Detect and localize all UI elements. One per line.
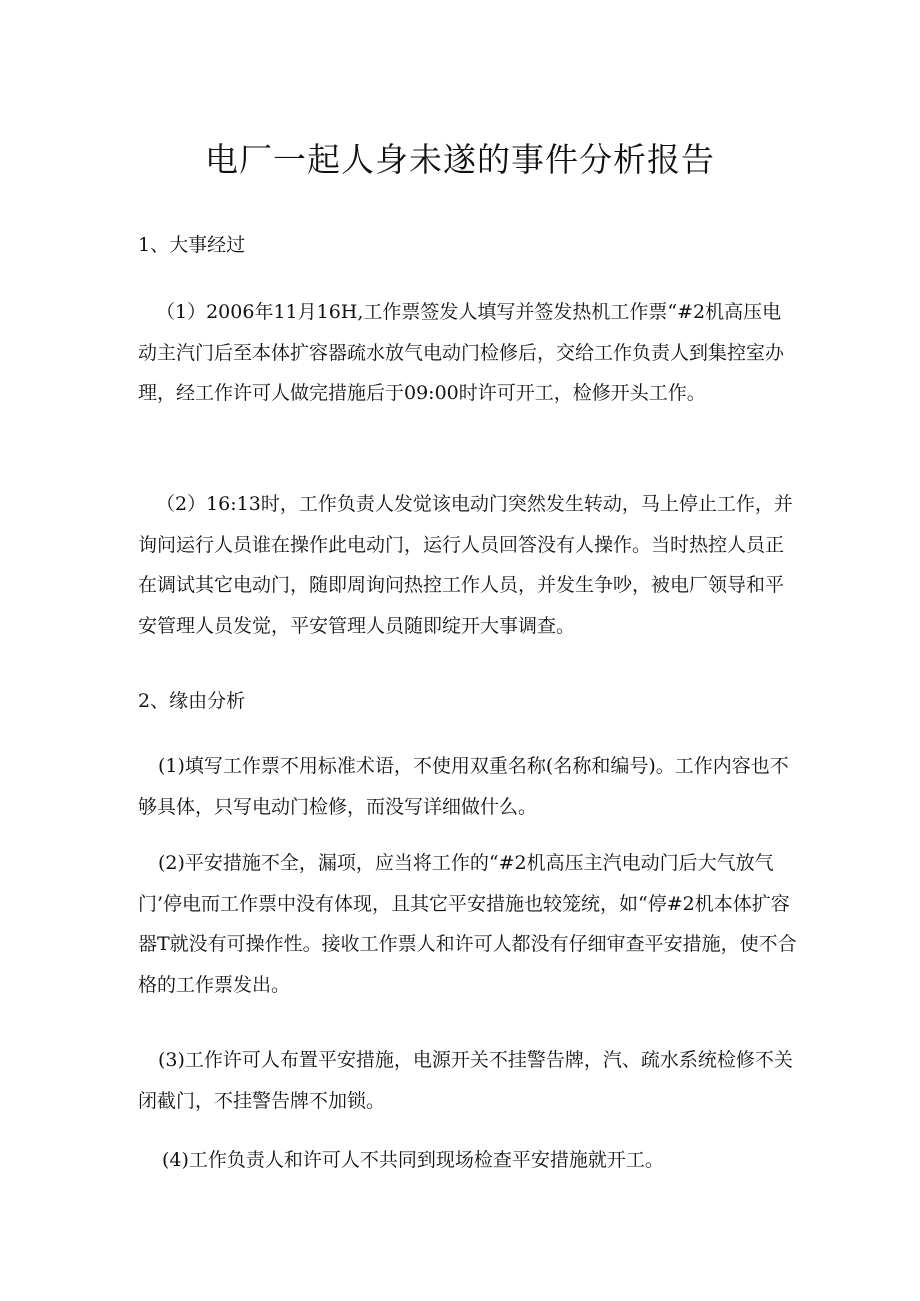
paragraph-cause-2: (2)平安措施不全，漏项，应当将工作的“#2机高压主汽电动门后大气放气门’停电而工作票中没有体现，且其它平安措施也较笼统，如“停#2机本体扩容器T就没有可操作性。接收工作票人和许可人都没有仔细审查平安措施，使不合格的工作票发出。: [138, 852, 797, 996]
section-heading-cause: 2、缘由分析: [138, 690, 246, 712]
section-heading-incident: 1、大事经过: [138, 234, 246, 256]
paragraph-cause-1: (1)填写工作票不用标准术语，不使用双重名称(名称和编号)。工作内容也不够具体，只写电动门检修，而没写详细做什么。: [138, 755, 789, 818]
paragraph-incident-1: （1）2006年11月16H,工作票签发人填写并签发热机工作票“#2机高压电动主汽门后至本体扩容器疏水放气电动门检修后，交给工作负责人到集控室办理，经工作许可人做完措施后于09:00时许可开工，检修开头工作。: [138, 301, 785, 404]
paragraph-cause-4: (4)工作负责人和许可人不共同到现场检查平安措施就开工。: [162, 1149, 664, 1171]
paragraph-cause-3: (3)工作许可人布置平安措施，电源开关不挂警告牌，汽、疏水系统检修不关闭截门，不挂警告牌不加锁。: [138, 1049, 793, 1112]
paragraph-incident-2: （2）16:13时，工作负责人发觉该电动门突然发生转动，马上停止工作，并询问运行人员谁在操作此电动门，运行人员回答没有人操作。当时热控人员正在调试其它电动门，随即周询问热控工作人员，并发生争吵，被电厂领导和平安管理人员发觉，平安管理人员随即绽开大事调查。: [138, 493, 793, 637]
document-title: 电厂一起人身未遂的事件分析报告: [205, 140, 715, 179]
